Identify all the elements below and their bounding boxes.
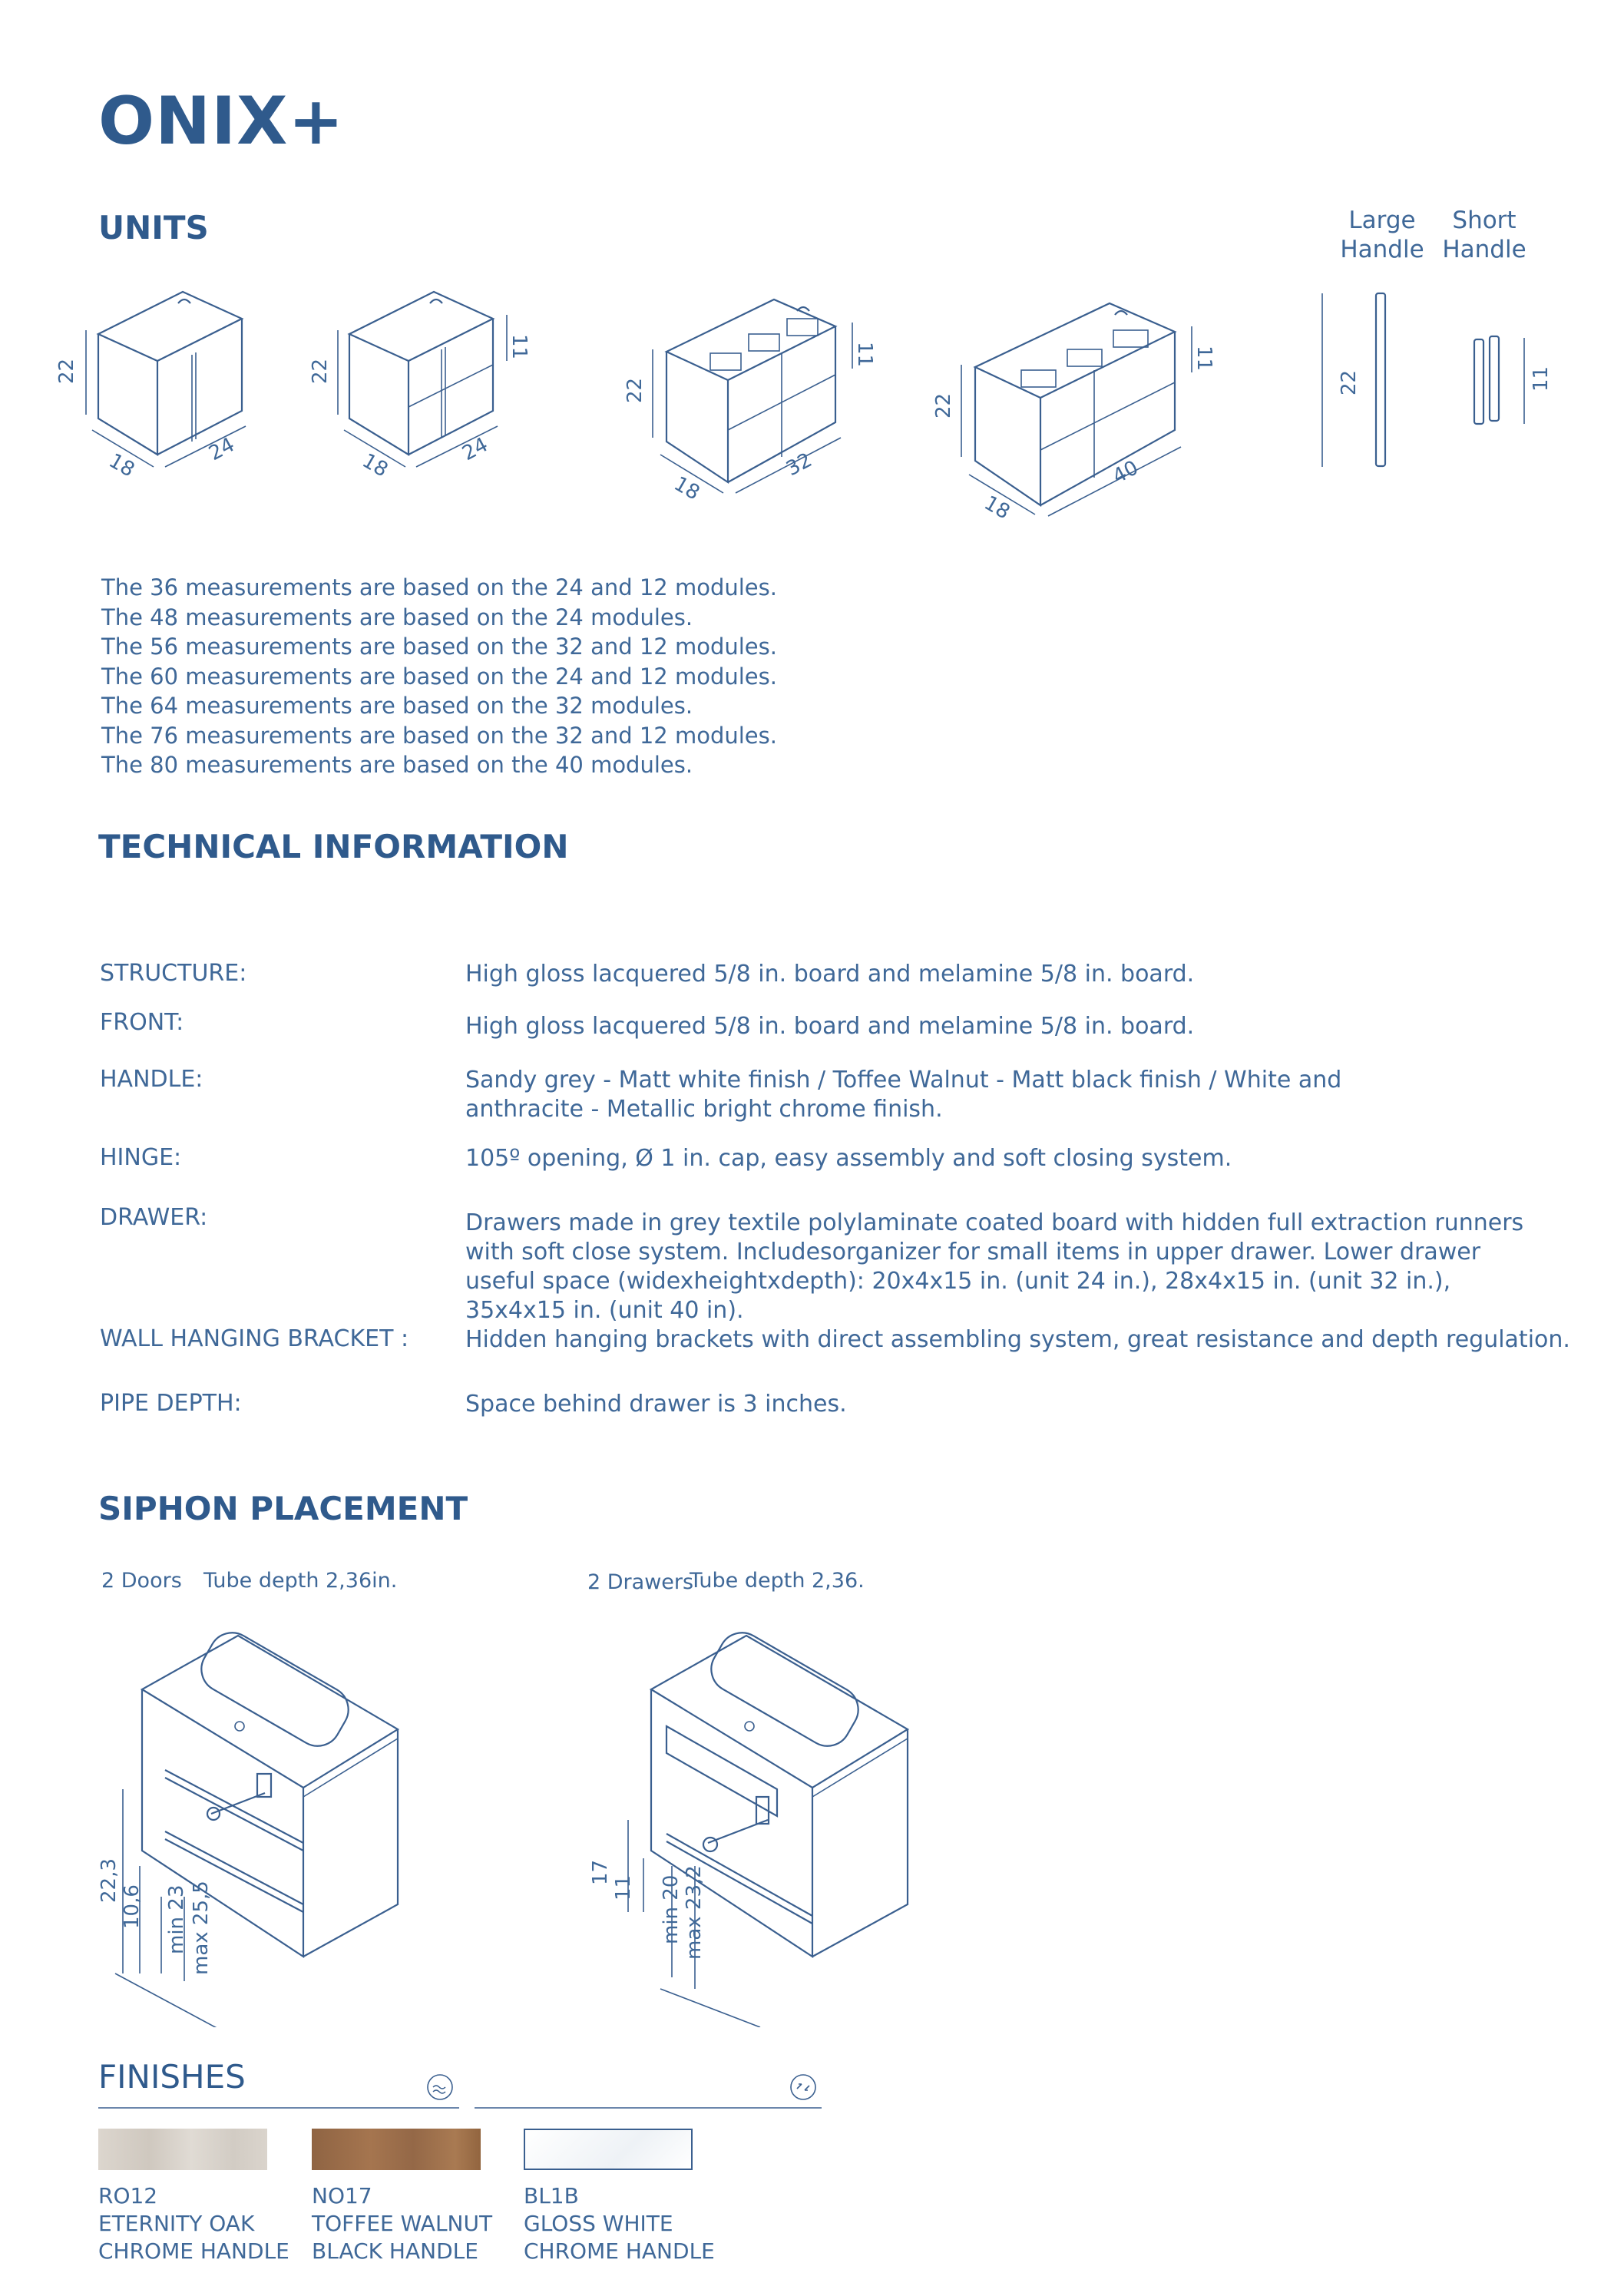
siphon-left-dim-d: max 25,5 [190,1881,213,1975]
unit-4-width: 40 [1109,456,1143,489]
unit-1-drawing [55,292,246,482]
unit-4-drawing [932,303,1216,524]
finish-item-toffee-walnut [312,2182,492,2265]
units-drawings [0,276,1624,530]
tech-value-bracket: Hidden hanging brackets with direct assembling system, great resistance and depth regulation. [465,1326,1570,1353]
siphon-2-doors-drawing [98,1624,398,2027]
unit-3-height: 22 [623,377,647,403]
tech-label-structure: STRUCTURE: [100,960,247,987]
siphon-left-type: 2 Doors [101,1569,182,1593]
tech-label-bracket: WALL HANGING BRACKET : [100,1325,409,1352]
unit-4-depth: 18 [980,491,1014,524]
large-handle-dim: 22 [1338,369,1361,395]
tech-value-handle: Sandy grey - Matt white finish / Toffee Walnut - Matt black finish / White and anthracite - Metallic bright chrome finish. [465,1067,1342,1123]
siphon-left-tube: Tube depth 2,36in. [203,1569,398,1593]
finish-name: GLOSS WHITE [524,2211,673,2236]
short-handle-drawing [1474,336,1553,424]
finish-handle: BLACK HANDLE [312,2238,478,2264]
measurement-notes [101,573,777,780]
large-handle-drawing [1322,293,1385,467]
tech-value-drawer: Drawers made in grey textile polylaminate coated board with hidden full extraction runners with soft close system. Includesorganizer for small items in upper drawer. Lower drawer useful space (widexheightxdepth): 20x4x15 in. (unit 24 in.), 28x4x15 in. (unit 32 in.), 35x4x15 in. (unit 40 in). [465,1209,1524,1324]
page-title: ONIX+ [98,83,345,160]
unit-2-drawing [309,292,531,482]
unit-3-depth: 18 [670,472,704,505]
unit-1-height: 22 [55,358,78,384]
unit-2-height: 22 [309,358,332,384]
unit-4-height: 22 [932,392,955,419]
finish-code: BL1B [524,2183,579,2208]
note-line: The 80 measurements are based on the 40 modules. [101,752,693,778]
water-resistant-icon [428,2075,452,2099]
unit-4-drawer: 11 [1192,346,1216,372]
siphon-right-dim-d: max 23,2 [683,1865,706,1960]
finish-handle: CHROME HANDLE [524,2238,715,2264]
note-line: The 36 measurements are based on the 24 and 12 modules. [101,574,777,600]
finishes-dividers [98,2066,835,2112]
siphon-left-dim-c: min 23 [165,1884,188,1954]
siphon-2-drawers-drawing [589,1624,908,2027]
technical-heading: TECHNICAL INFORMATION [98,828,569,865]
unit-3-width: 32 [782,448,816,481]
note-line: The 76 measurements are based on the 32 and 12 modules. [101,722,777,749]
finish-item-eternity-oak [98,2182,289,2265]
siphon-right-tube: Tube depth 2,36. [690,1569,865,1593]
tech-label-drawer: DRAWER: [100,1204,208,1231]
finish-swatch-toffee-walnut[interactable] [312,2129,481,2170]
finish-name: TOFFEE WALNUT [312,2211,493,2236]
finish-swatch-eternity-oak[interactable] [98,2129,267,2170]
short-handle-dim: 11 [1530,366,1553,392]
tech-value-hinge: 105º opening, Ø 1 in. cap, easy assembly and soft closing system. [465,1145,1232,1172]
unit-1-depth: 18 [104,449,139,482]
soft-close-icon [791,2075,815,2099]
unit-3-drawer: 11 [853,342,876,368]
unit-3-drawing [623,299,876,505]
finish-name: ETERNITY OAK [98,2211,255,2236]
note-line: The 64 measurements are based on the 32 modules. [101,693,693,719]
units-heading: UNITS [98,209,209,246]
finish-handle: CHROME HANDLE [98,2238,289,2264]
finish-code: RO12 [98,2183,158,2208]
tech-label-front: FRONT: [100,1009,184,1036]
siphon-right-type: 2 Drawers [587,1570,694,1594]
siphon-right-dim-b: 11 [612,1874,635,1901]
siphon-right-dim-a: 17 [589,1859,612,1885]
unit-1-width: 24 [205,433,239,466]
finishes-heading: FINISHES [98,2058,246,2096]
unit-2-depth: 18 [358,449,392,482]
note-line: The 48 measurements are based on the 24 modules. [101,604,693,630]
siphon-left-dim-b: 10,6 [121,1884,144,1929]
siphon-heading: SIPHON PLACEMENT [98,1490,468,1527]
tech-value-structure: High gloss lacquered 5/8 in. board and melamine 5/8 in. board. [465,961,1195,988]
tech-label-pipe-depth: PIPE DEPTH: [100,1390,242,1417]
finish-item-gloss-white [524,2182,715,2265]
short-handle-label: Short Handle [1442,207,1526,263]
tech-label-hinge: HINGE: [100,1144,182,1171]
siphon-left-dim-a: 22,3 [98,1858,121,1903]
siphon-drawings [0,1613,960,2027]
unit-2-width: 24 [458,433,492,466]
unit-2-drawer: 11 [508,334,531,360]
finish-swatch-gloss-white[interactable] [524,2129,693,2170]
tech-value-pipe-depth: Space behind drawer is 3 inches. [465,1391,847,1418]
note-line: The 60 measurements are based on the 24 and 12 modules. [101,663,777,690]
tech-label-handle: HANDLE: [100,1066,203,1093]
note-line: The 56 measurements are based on the 32 and 12 modules. [101,634,777,660]
large-handle-label: Large Handle [1340,207,1424,263]
finish-code: NO17 [312,2183,372,2208]
siphon-right-dim-c: min 20 [660,1874,683,1944]
tech-value-front: High gloss lacquered 5/8 in. board and melamine 5/8 in. board. [465,1013,1195,1040]
